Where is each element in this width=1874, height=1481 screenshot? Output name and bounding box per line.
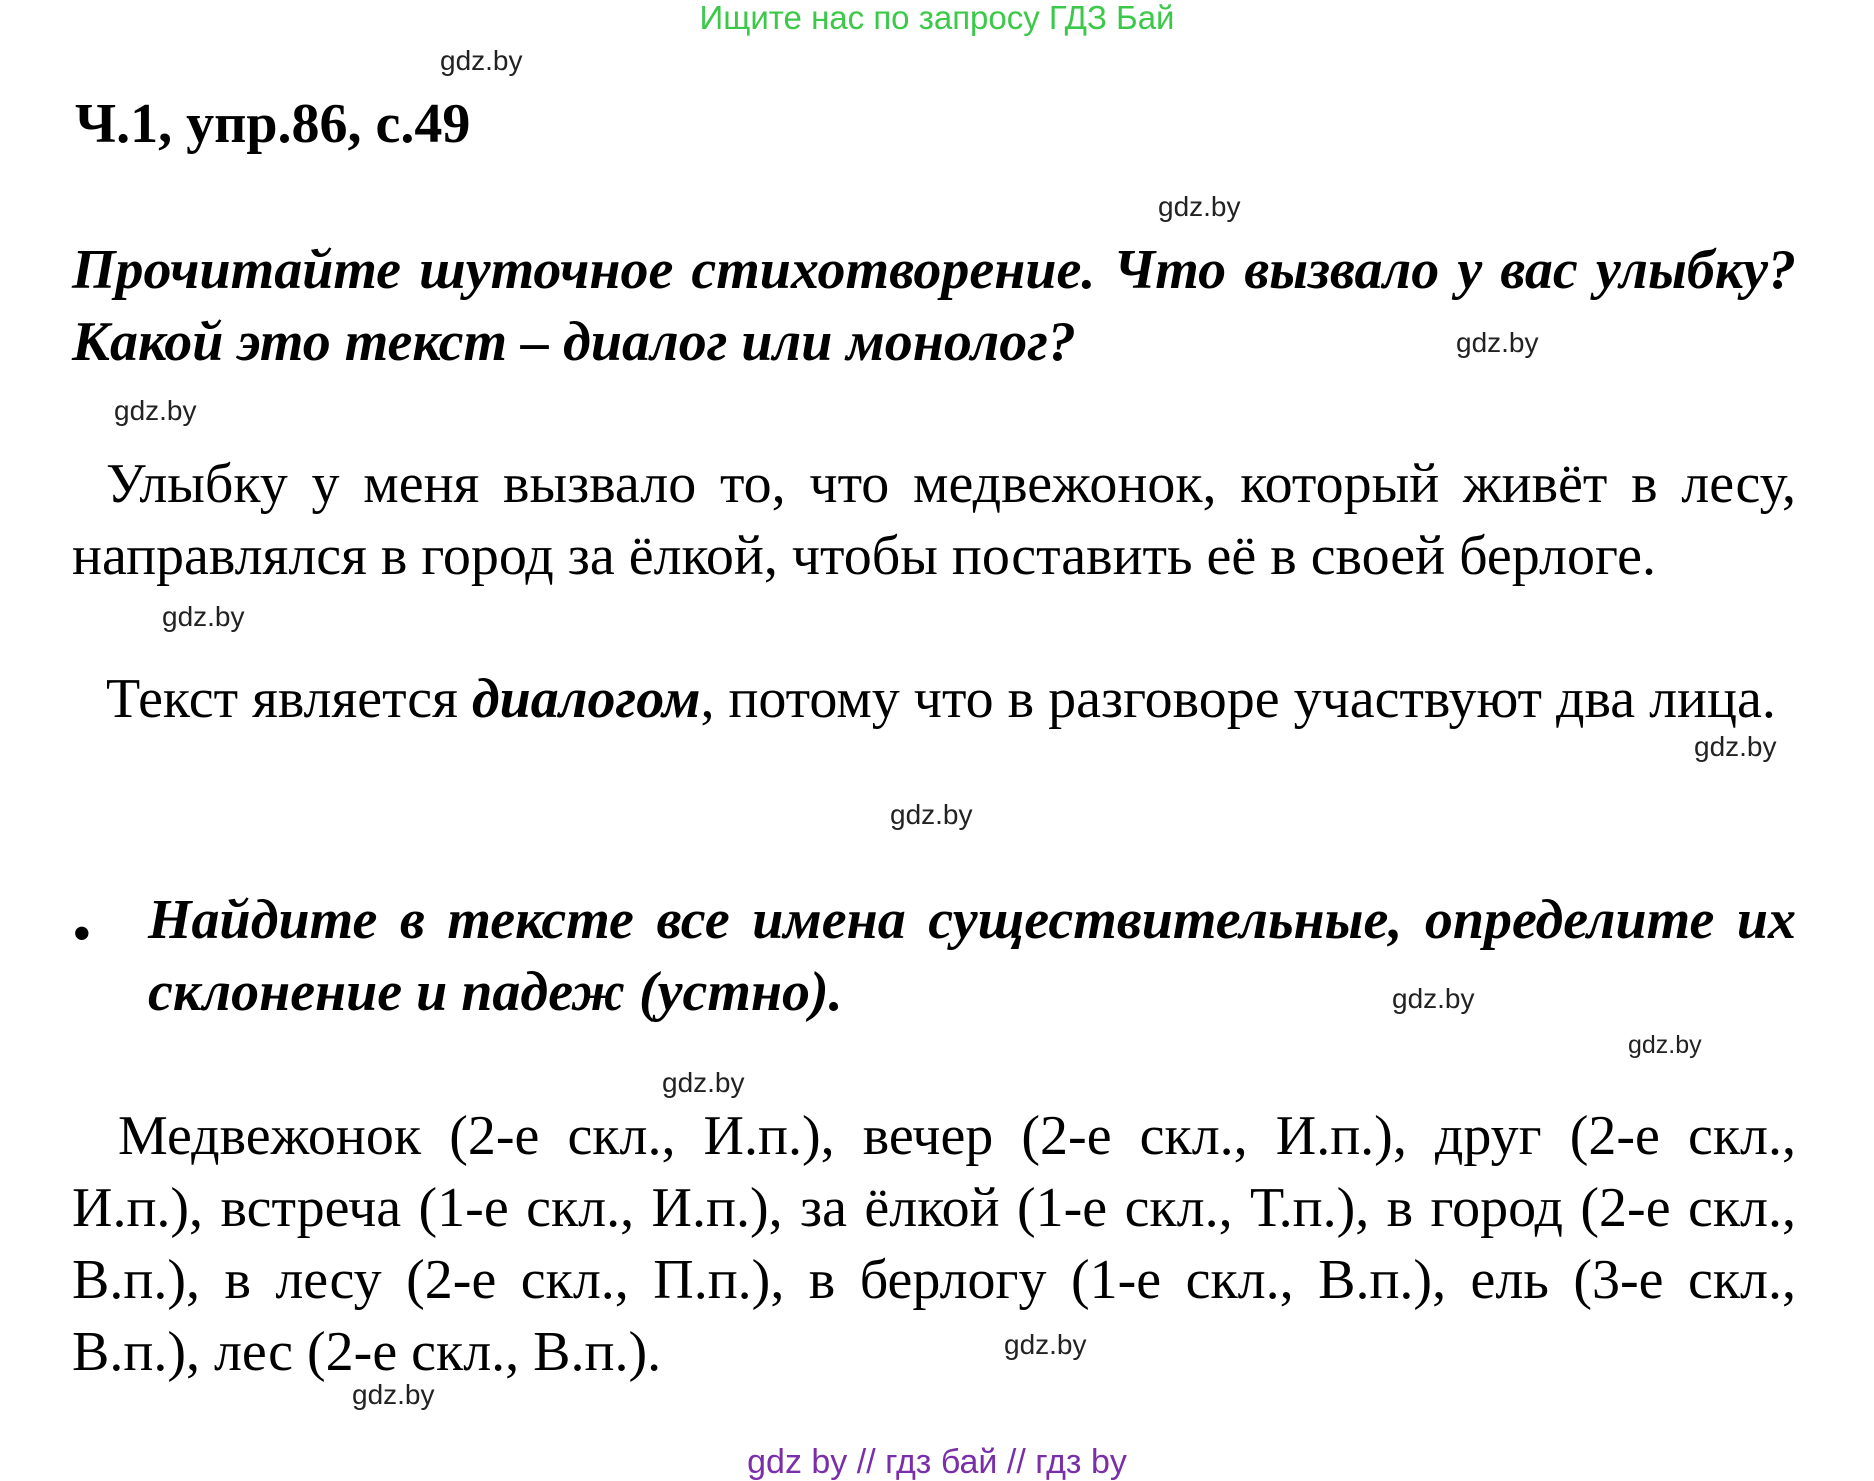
answer-paragraph-2 xyxy=(72,663,1796,735)
bullet-icon: • xyxy=(72,903,92,965)
answer-paragraph-3: Медвежонок (2-е скл., И.п.), вечер (2-е скл., И.п.), друг (2-е скл., И.п.), встреча (1-е скл., И.п.), за ёлкой (1-е скл., Т.п.), в город (2-е скл., В.п.), в лесу (2-е скл., П.п.), в берлогу (1-е скл., В.п.), ель (3-е скл., В.п.), лес (2-е скл., В.п.). xyxy=(72,1105,1796,1383)
task-question-1: Прочитайте шуточное стихотворение. Что вызвало у вас улыбку? Какой это текст – диалог или монолог? xyxy=(72,239,1796,373)
watermark: gdz.by xyxy=(440,45,523,76)
answer-paragraph-1: Улыбку у меня вызвало то, что медвежонок, который живёт в лесу, направлялся в город за ёлкой, чтобы поставить её в своей берлоге. xyxy=(72,453,1796,587)
answer-emphasis: диалогом xyxy=(471,668,701,730)
task-question-2: Найдите в тексте все имена существительные, определите их склонение и падеж (устно). xyxy=(148,889,1796,1023)
search-banner: Ищите нас по запросу ГДЗ Бай xyxy=(699,0,1175,36)
watermark: gdz.by xyxy=(1392,983,1475,1014)
watermark: gdz.by xyxy=(114,395,197,426)
watermark: gdz.by xyxy=(162,601,245,632)
watermark: gdz.by xyxy=(1004,1329,1087,1360)
watermark: gdz.by xyxy=(1456,327,1539,358)
watermark: gdz.by xyxy=(890,799,973,830)
watermark: gdz.by xyxy=(352,1379,435,1410)
answer-text-after: , потому что в разговоре участвуют два лица. xyxy=(700,668,1776,730)
footer-links: gdz by // гдз бай // гдз by xyxy=(747,1443,1127,1481)
watermark: gdz.by xyxy=(662,1067,745,1098)
watermark: gdz.by xyxy=(1158,191,1241,222)
answer-text-before: Текст является xyxy=(106,668,472,730)
watermark: gdz.by xyxy=(1694,731,1777,762)
page-title: Ч.1, упр.86, с.49 xyxy=(75,93,471,155)
watermark: gdz.by xyxy=(1628,1031,1702,1059)
